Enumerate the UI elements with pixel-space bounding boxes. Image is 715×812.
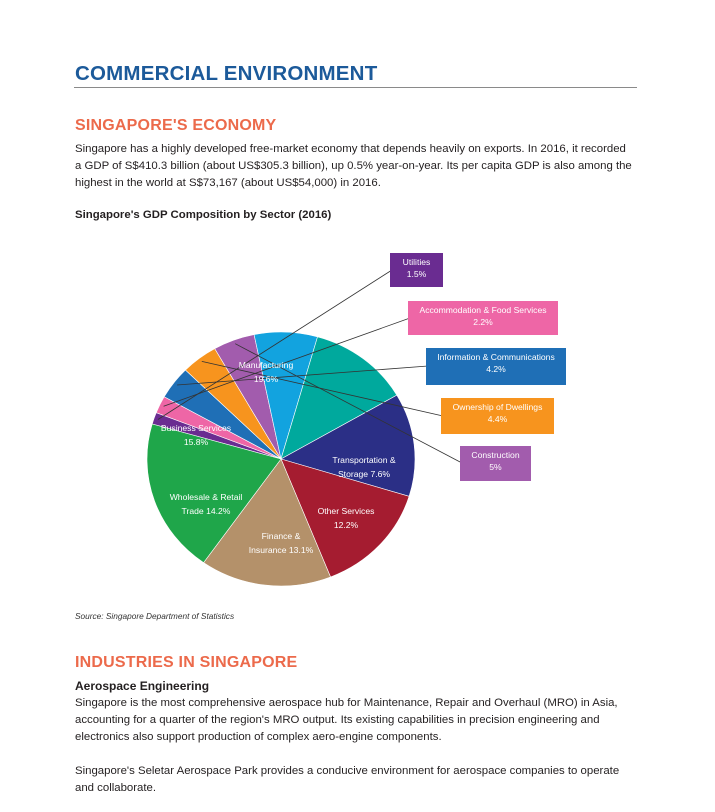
slice-label-information-and-communications-name: Information & Communications (437, 352, 555, 362)
slice-label-construction-name: Construction (471, 450, 520, 460)
slice-label-accommodation-and-food-services-value: 2.2% (473, 317, 493, 327)
chart-source-note: Source: Singapore Department of Statistics (75, 611, 235, 621)
slice-label-wholesale-and-retail-trade-line-2: Trade 14.2% (181, 506, 231, 516)
aerospace-paragraph-2: Singapore's Seletar Aerospace Park provides a conducive environment for aerospace companies to operate and collaborate. (75, 765, 620, 794)
slice-label-other-services-line-1: Other Services (317, 506, 375, 516)
aerospace-subheading: Aerospace Engineering (75, 679, 210, 693)
aerospace-paragraph-1: Singapore is the most comprehensive aerospace hub for Maintenance, Repair and Overhaul (MRO) in Asia, accounting for a quarter of the region's MRO output. Its existing capabilities in precision engineering and electronics also support production of complex aero-engine components. (75, 697, 618, 743)
slice-label-accommodation-and-food-services-name: Accommodation & Food Services (419, 305, 547, 315)
slice-label-construction-value: 5% (489, 462, 502, 472)
slice-label-transportation-and-storage-line-1: Transportation & (332, 455, 396, 465)
slice-label-other-services-line-2: 12.2% (333, 520, 359, 530)
slice-label-wholesale-and-retail-trade-line-1: Wholesale & Retail (169, 492, 243, 502)
slice-label-finance-and-insurance-line-1: Finance & (261, 531, 301, 541)
slice-label-ownership-of-dwellings-name: Ownership of Dwellings (452, 402, 543, 412)
slice-label-transportation-and-storage-line-2: Storage 7.6% (337, 469, 391, 479)
slice-label-information-and-communications-value: 4.2% (486, 364, 506, 374)
slice-label-utilities-name: Utilities (402, 257, 431, 267)
economy-paragraph: Singapore has a highly developed free-market economy that depends heavily on exports. In 2016, it recorded a GDP of S$410.3 billion (about US$305.3 billion), up 0.5% year-on-year. Its per capita GDP is also among the highest in the world at S$73,167 (about US$54,000) in 2016. (75, 143, 632, 189)
section-title-rule (74, 87, 637, 88)
slice-label-ownership-of-dwellings-value: 4.4% (487, 414, 508, 424)
slice-label-business-services-line-2: 15.8% (183, 437, 209, 447)
section-title: COMMERCIAL ENVIRONMENT (75, 62, 378, 85)
slice-label-utilities-value: 1.5% (406, 269, 427, 279)
chart-title: Singapore's GDP Composition by Sector (2016) (75, 209, 332, 221)
industries-heading: INDUSTRIES IN SINGAPORE (75, 654, 298, 671)
slice-label-business-services-line-1: Business Services (160, 423, 232, 433)
gdp-pie-chart (0, 230, 715, 605)
slice-label-manufacturing-line-1: Manufacturing (238, 360, 294, 370)
slice-label-finance-and-insurance-line-2: Insurance 13.1% (248, 545, 314, 555)
slice-label-manufacturing-line-2: 19.6% (253, 374, 279, 384)
economy-heading: SINGAPORE'S ECONOMY (75, 117, 277, 134)
